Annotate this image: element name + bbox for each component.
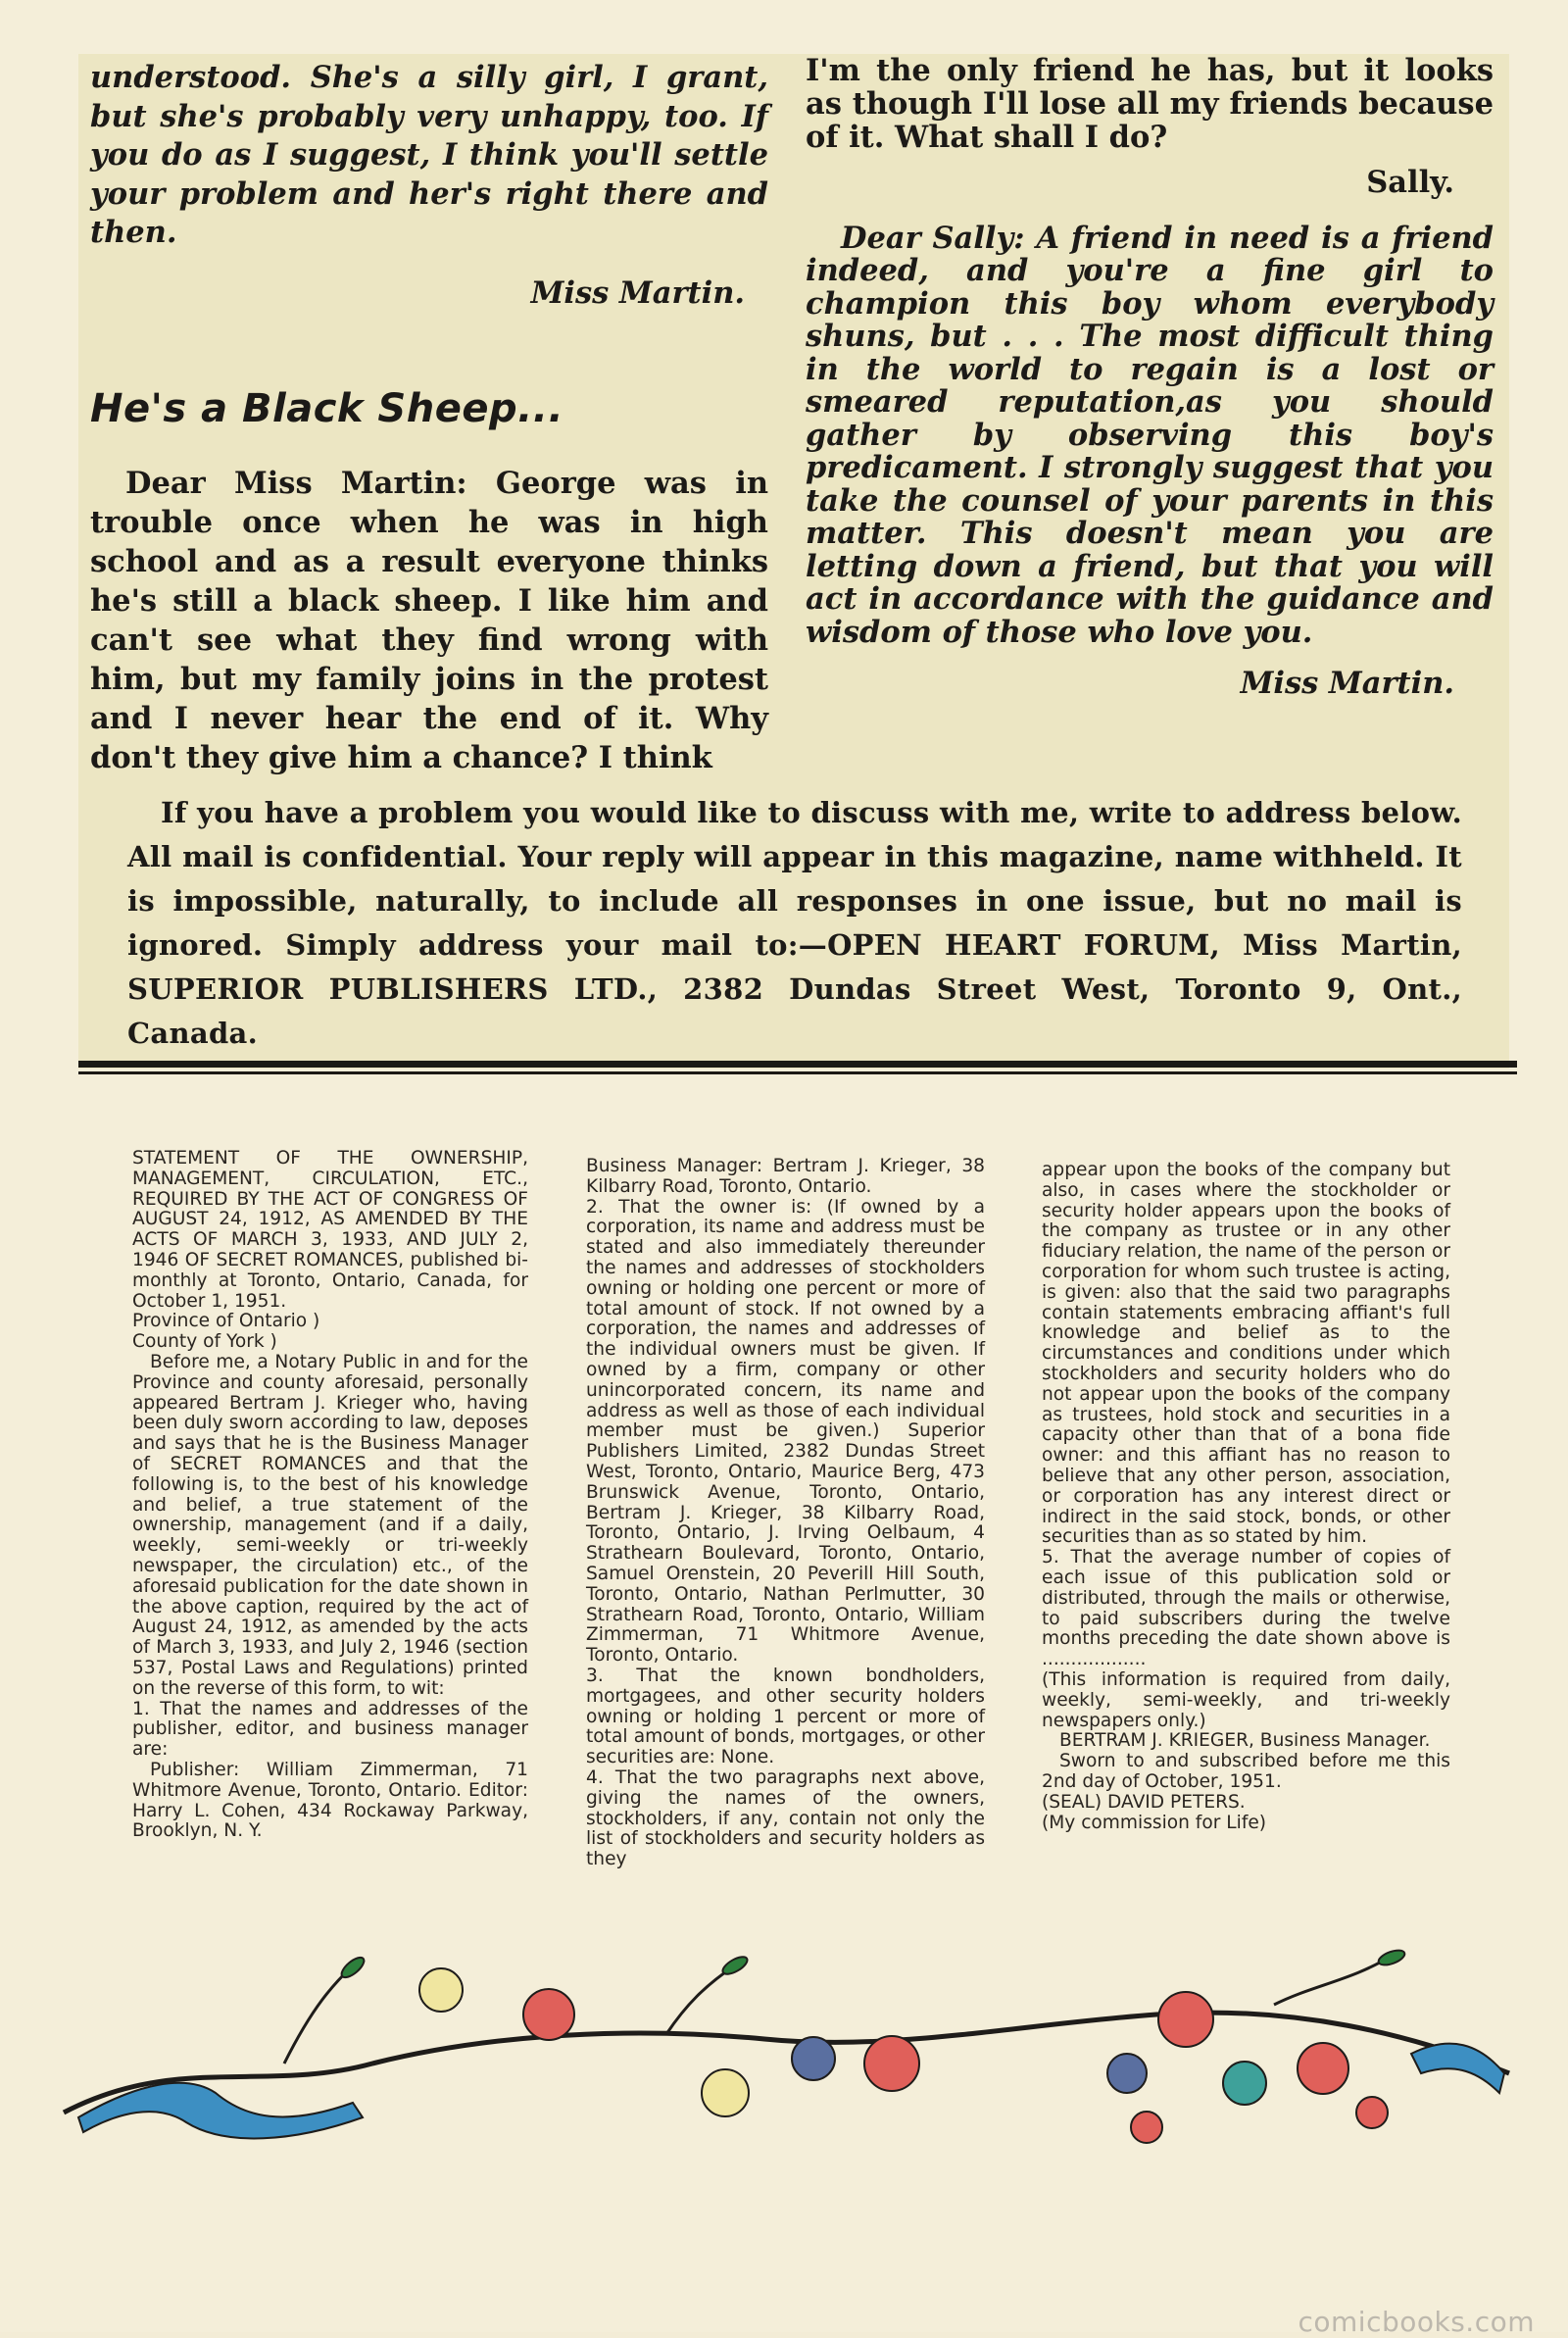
right-column: [806, 54, 1494, 704]
sworn-line: Sworn to and subscribed before me this 2nd day of October, 1951.: [1042, 1751, 1450, 1792]
province-line: Province of Ontario ): [132, 1311, 320, 1332]
item-3: 3. That the known bondholders, mortgagees, and other security holders owning or holding 1 percent or more of total amount of bonds, mortgages, or other securities are: None.: [586, 1665, 985, 1768]
divider-thick: [78, 1061, 1517, 1068]
item-4-continued: appear upon the books of the company but also, in cases where the stockholder or security holder appears upon the books of the company as trustee or in any other fiduciary relation, the name of the person or corporation for whom such trustee is acting, is given: also that the said two paragraphs contain statements embracing affiant's full knowledge and belief as to the circumstances and conditions under which stockholders and security holders who do not appear upon the books of the company as trustees, hold stock and securities in a capacity other than that of a bona fide owner: and this affiant has no reason to believe that any other person, association, or corporation has any interest direct or indirect in the said stock, bonds, or other securities than as so stated by him.: [1042, 1160, 1450, 1548]
item-2: 2. That the owner is: (If owned by a corporation, its name and address must be stated and also immediately thereunder the names and addresses of stockholders owning or holding one percent or more of total amount of stock. If not owned by a corporation, the names and addresses of the individual owners must be given. If owned by a firm, company or other unincorporated concern, its name and address as well as those of each individual member must be given.) Superior Publishers Limited, 2382 Dundas Street West, Toronto, Ontario, Maurice Berg, 473 Brunswick Avenue, Toronto, Ontario, Bertram J. Krieger, 38 Kilbarry Road, Toronto, Ontario, J. Irving Oelbaum, 4 Strathearn Boulevard, Toronto, Ontario, Samuel Orenstein, 20 Peverill Hill South, Toronto, Ontario, Nathan Perlmutter, 30 Strathearn Road, Toronto, Ontario, William Zimmerman, 71 Whitmore Avenue, Toronto, Ontario.: [586, 1196, 985, 1666]
ownership-statement-column-2: [586, 1157, 985, 1870]
county-line: County of York ): [132, 1331, 277, 1353]
business-manager: Business Manager: Bertram J. Krieger, 38 Kilbarry Road, Toronto, Ontario.: [586, 1156, 985, 1197]
flower-garland-illustration: [59, 1946, 1519, 2171]
letter-continued: I'm the only friend he has, but it looks as though I'll lose all my friends because of it. What shall I do?: [806, 53, 1494, 155]
site-watermark: comicbooks.com: [1298, 2306, 1535, 2338]
letter-body: Dear Miss Martin: George was in trouble once when he was in high school and as a result everyone thinks he's still a black sheep. I like him and can't see what they find wrong with him, but my family joins in the protest and I never hear the end of it. Why don't they give him a chance? I think: [90, 466, 768, 776]
seal-line: (SEAL) DAVID PETERS.: [1042, 1791, 1246, 1813]
previous-reply-closing: understood. She's a silly girl, I grant, but she's probably very unhappy, too. If you do as I suggest, I think you'll settle your problem and her's right there and then.: [90, 60, 768, 251]
letter-signature: Sally.: [1366, 165, 1454, 200]
ownership-statement-column-3: [1042, 1161, 1450, 1833]
publisher-editor: Publisher: William Zimmerman, 71 Whitmore Avenue, Toronto, Ontario. Editor: Harry L. Cohen, 434 Rockaway Parkway, Brooklyn, N. Y.: [132, 1759, 528, 1842]
reply-signature: Miss Martin.: [1240, 666, 1454, 702]
left-column: [90, 59, 768, 777]
commission-line: (My commission for Life): [1042, 1812, 1267, 1833]
signatory: BERTRAM J. KRIEGER, Business Manager.: [1059, 1730, 1431, 1752]
notary-paragraph: Before me, a Notary Public in and for the Province and county aforesaid, personally appeared Bertram J. Krieger who, having been duly sworn according to law, deposes and says that he is the Business Manager of SECRET ROMANCES and that the following is, to the best of his knowledge and belief, a true statement of the ownership, management (and if a daily, weekly, semi-weekly or tri-weekly newspaper, the circulation) etc., of the aforesaid publication for the date shown in the above caption, required by the act of August 24, 1912, as amended by the acts of March 3, 1933, and July 2, 1946 (section 537, Postal Laws and Regulations) printed on the reverse of this form, to wit:: [132, 1351, 528, 1699]
letter-heading: He's a Black Sheep...: [90, 385, 564, 431]
divider-thin: [78, 1071, 1517, 1074]
previous-reply-signature: Miss Martin.: [530, 274, 745, 311]
info-note: (This information is required from daily, weekly, semi-weekly, and tri-weekly newspapers only.): [1042, 1668, 1450, 1731]
item-4: 4. That the two paragraphs next above, giving the names of the owners, stockholders, if any, contain not only the list of stockholders and security holders as they: [586, 1766, 985, 1870]
ownership-statement-column-1: [132, 1149, 528, 1842]
item-5: 5. That the average number of copies of each issue of this publication sold or distributed, through the mails or otherwise, to paid subscribers during the twelve months preceding the date shown above is ..................: [1042, 1547, 1450, 1670]
reply-body: Dear Sally: A friend in need is a friend indeed, and you're a fine girl to champion this boy whom everybody shuns, but . . . The most difficult thing in the world to regain is a lost or smeared reputation,as you should gather by observing this boy's predicament. I strongly suggest that you take the counsel of your parents in this matter. This doesn't mean you are letting down a friend, but that you will act in accordance with the guidance and wisdom of those who love you.: [806, 220, 1494, 650]
item-1: 1. That the names and addresses of the publisher, editor, and business manager are:: [132, 1698, 528, 1761]
forum-notice: If you have a problem you would like to discuss with me, write to address below. All mail is confidential. Your reply will appear in this magazine, name withheld. It is impossible, naturally, to include all responses in one issue, but no mail is ignored. Simply address your mail to:—OPEN HEART FORUM, Miss Martin, SUPERIOR PUBLISHERS LTD., 2382 Dundas Street West, Toronto 9, Ont., Canada.: [127, 796, 1462, 1050]
statement-title: STATEMENT OF THE OWNERSHIP, MANAGEMENT, CIRCULATION, ETC., REQUIRED BY THE ACT OF CONGRESS OF AUGUST 24, 1912, AS AMENDED BY THE ACTS OF MARCH 3, 1933, AND JULY 2, 1946 OF SECRET ROMANCES, published bi-monthly at Toronto, Ontario, Canada, for October 1, 1951.: [132, 1148, 528, 1312]
